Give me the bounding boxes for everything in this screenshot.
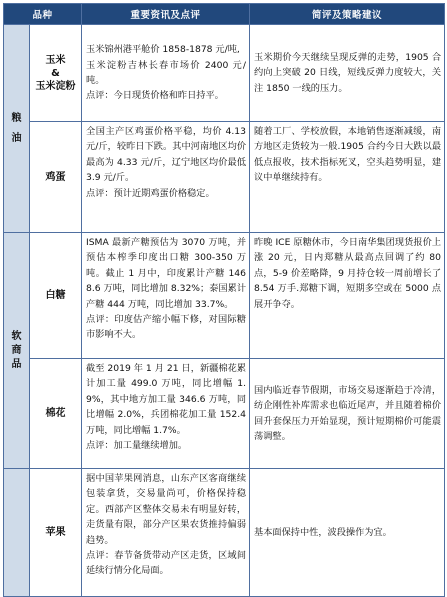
category-soft-commodity: 软 商 品	[4, 233, 30, 469]
news-apple: 据中国苹果网消息，山东产区客商继续包装拿货，交易量尚可，价格保持稳定。西部产区整体交易未有明显好转，走货量有限，部分产区果农货推持偏弱趋势。 点评：春节备货带动产区走货，区域间延续行情分化局面。	[82, 469, 250, 597]
advice-apple: 基本面保持中性，波段操作为宜。	[250, 469, 445, 597]
header-variety: 品种	[4, 4, 82, 25]
variety-egg: 鸡蛋	[30, 122, 82, 233]
variety-cotton: 棉花	[30, 359, 82, 469]
news-cotton: 截至 2019 年 1 月 21 日，新疆棉花累计加工量 499.0 万吨，同比增幅 1.9%，其中地方加工量 346.6 万吨，同比增幅 2.0%，兵团棉花加工量 152.4 万吨，同比增幅 1.7%。 点评：加工量继续增加。	[82, 359, 250, 469]
advice-sugar: 昨晚 ICE 原糖休市，今日南华集团现货报价上涨 20 元，日内郑糖从最高点回调了约 80 点，5-9 价差略降，9 月持仓较一周前增长了 8.54 万手.郑糖下调，短期多空或在 5000 点展开争夺。	[250, 233, 445, 359]
category-grain-oil: 粮 油	[4, 25, 30, 233]
variety-corn: 玉米 & 玉米淀粉	[30, 25, 82, 122]
table-row-apple	[4, 469, 445, 597]
advice-cotton: 国内临近春节假期，市场交易逐渐趋于冷清，纺企刚性补库需求也临近尾声，并且随着棉价回升套保压力开始显现，预计短期棉价可能震荡调整。	[250, 359, 445, 469]
news-corn: 玉米锦州港平舱价 1858-1878 元/吨, 玉米淀粉吉林长春市场价 2400 元/吨。 点评：今日现货价格和昨日持平。	[82, 25, 250, 122]
category-apple-blank	[4, 469, 30, 597]
table-row-egg	[4, 122, 445, 233]
commodity-strategy-table	[3, 3, 445, 597]
table-row-corn	[4, 25, 445, 122]
advice-corn: 玉米期价今天继续呈现反弹的走势，1905 合约向上突破 20 日线，短线反弹力度较大，关注 1850 一线的压力。	[250, 25, 445, 122]
news-sugar: ISMA 最新产糖预估为 3070 万吨，并预估本榨季印度出口糖 300-350 万吨。截止 1 月中，印度累计产糖 1468.6 万吨，同比增加 8.32%；泰国累计产糖 444 万吨，同比增加 33.7%。 点评：印度估产缩小幅下修，对国际糖市影响不大。	[82, 233, 250, 359]
variety-sugar: 白糖	[30, 233, 82, 359]
table-row-sugar	[4, 233, 445, 359]
header-news: 重要资讯及点评	[82, 4, 250, 25]
news-egg: 全国主产区鸡蛋价格平稳，均价 4.13 元/斤，较昨日下跌。其中河南地区均价最高为 4.33 元/斤，辽宁地区均价最低 3.9 元/斤。 点评：预计近期鸡蛋价格稳定。	[82, 122, 250, 233]
variety-apple: 苹果	[30, 469, 82, 597]
advice-egg: 随着工厂、学校放假，本地销售逐渐减缓，南方地区走货较为一般.1905 合约今日大跌以最低点报收，技术指标死叉，空头趋势明显，建议中单继续持有。	[250, 122, 445, 233]
table-row-cotton	[4, 359, 445, 469]
header-advice: 简评及策略建议	[250, 4, 445, 25]
table-header-row	[4, 4, 445, 25]
